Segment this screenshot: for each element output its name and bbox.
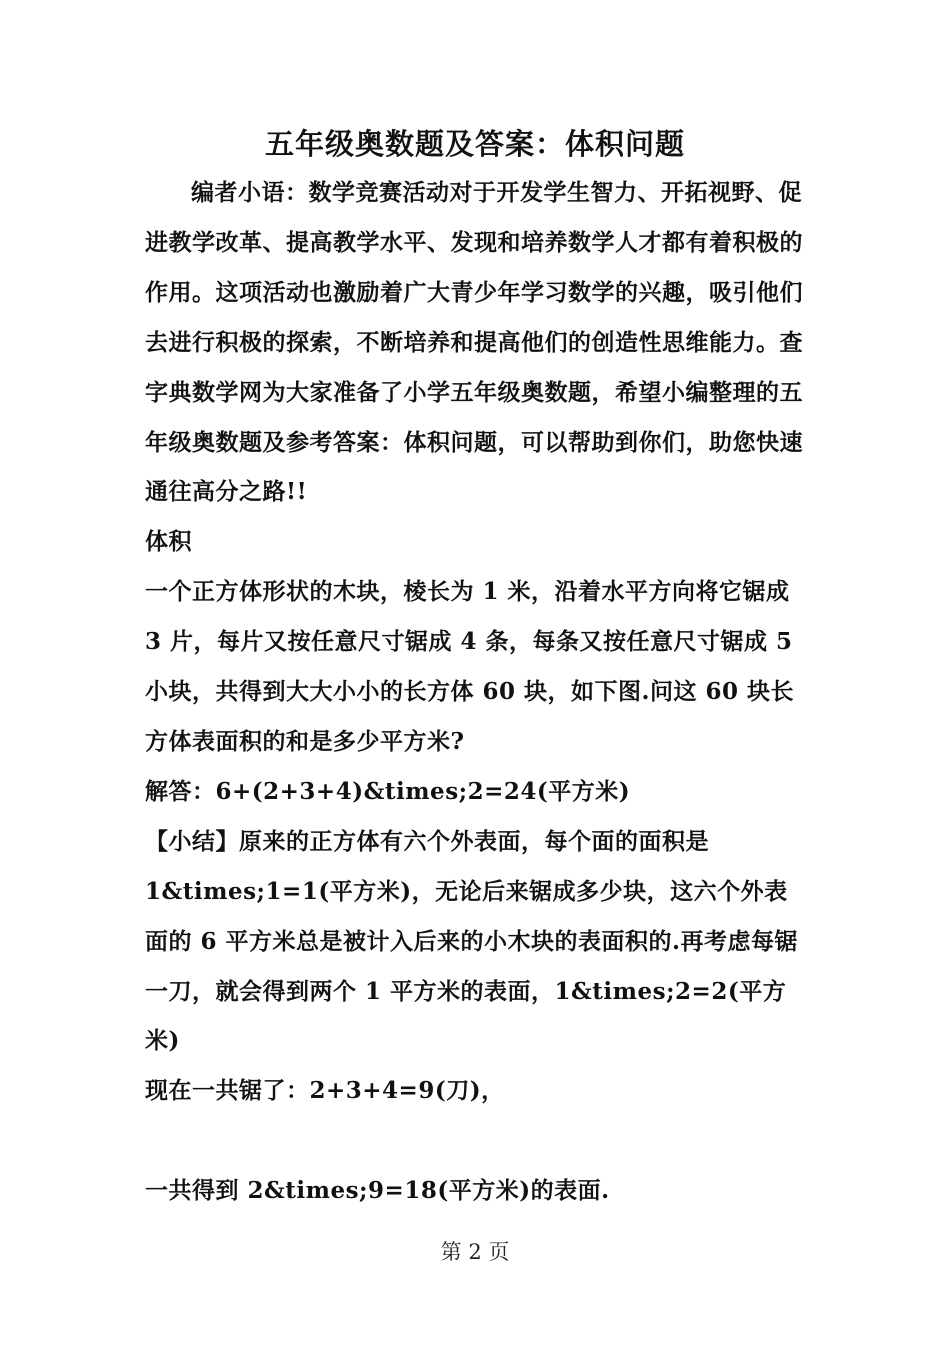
intro-paragraph: 编者小语：数学竞赛活动对于开发学生智力、开拓视野、促进教学改革、提高教学水平、发现和培养数学人才都有着积极的作用。这项活动也激励着广大青少年学习数学的兴趣，吸引他们去进行积极的探索，不断培养和提高他们的创造性思维能力。查字典数学网为大家准备了小学五年级奥数题，希望小编整理的五年级奥数题及参考答案：体积问题，可以帮助到你们，助您快速通往高分之路!! — [145, 179, 803, 506]
section-heading: 体积 — [145, 528, 192, 556]
cuts-line: 现在一共锯了：2+3+4=9(刀)， — [145, 1077, 505, 1105]
total-line: 一共得到 2&times;9=18(平方米)的表面. — [145, 1177, 610, 1205]
page-number: 第 2 页 — [440, 1240, 510, 1264]
document-title: 五年级奥数题及答案：体积问题 — [264, 127, 685, 161]
blank-gap — [145, 1116, 810, 1166]
problem-paragraph: 一个正方体形状的木块，棱长为 1 米，沿着水平方向将它锯成 3 片，每片又按任意尺寸锯成 4 条，每条又按任意尺寸锯成 5 小块，共得到大大小小的长方体 60 块，如下图.问这 60 块长方体表面积的和是多少平方米? — [145, 578, 795, 755]
answer-line: 解答：6+(2+3+4)&times;2=24(平方米) — [145, 777, 631, 805]
document-body — [145, 168, 810, 1216]
summary-paragraph: 【小结】原来的正方体有六个外表面，每个面的面积是 1&times;1=1(平方米)，无论后来锯成多少块，这六个外表面的 6 平方米总是被计入后来的小木块的表面积的.再考虑每锯一刀，就会得到两个 1 平方米的表面，1&times;2=2(平方米) — [145, 827, 799, 1055]
